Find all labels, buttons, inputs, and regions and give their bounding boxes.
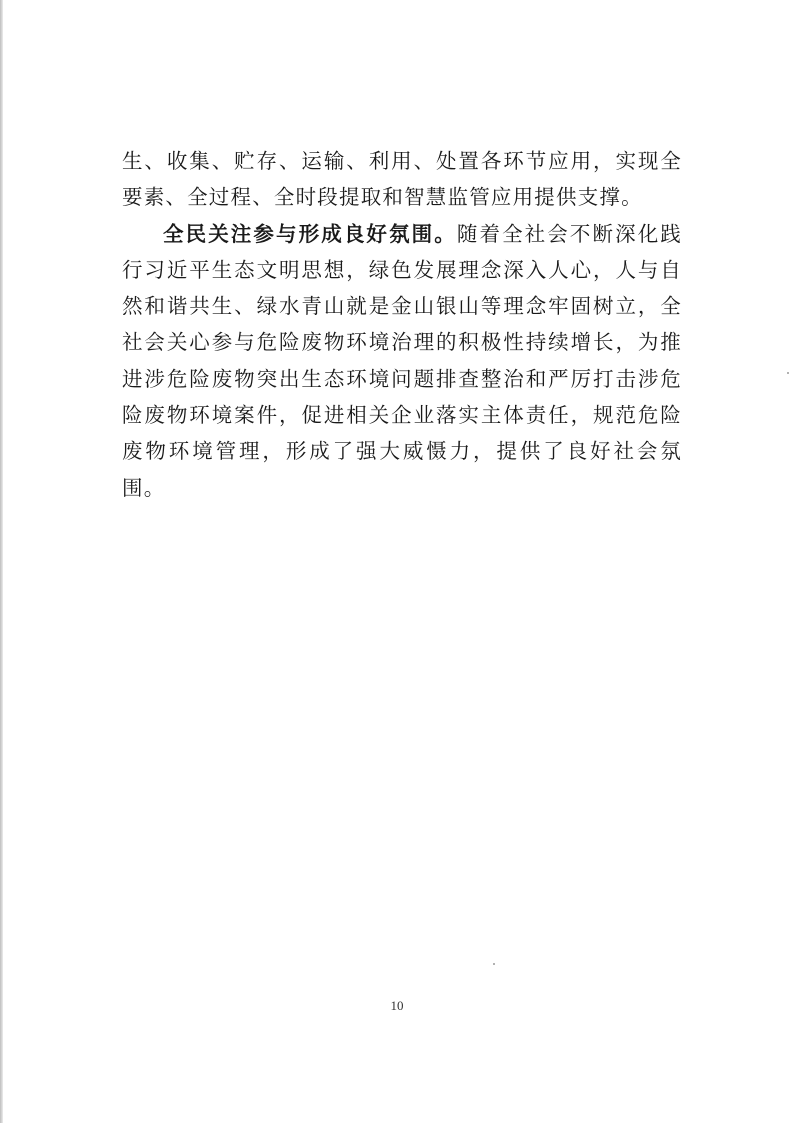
page-edge xyxy=(0,0,3,1123)
scan-speck xyxy=(493,963,495,965)
paragraph-heading: 全民关注参与形成良好氛围。 xyxy=(163,221,457,246)
paragraph-1-text: 生、收集、贮存、运输、利用、处置各环节应用，实现全要素、全过程、全时段提取和智慧监管应用提供支撑。 xyxy=(122,149,682,210)
paragraph-public-participation xyxy=(122,216,682,506)
page-number: 10 xyxy=(390,998,404,1013)
body-text xyxy=(122,143,682,506)
paragraph-continued xyxy=(122,143,682,216)
scan-speck xyxy=(787,372,789,374)
paragraph-2-text: 随着全社会不断深化践行习近平生态文明思想，绿色发展理念深入人心，人与自然和谐共生、绿水青山就是金山银山等理念牢固树立，全社会关心参与危险废物环境治理的积极性持续增长，为推进涉危险废物突出生态环境问题排查整治和严厉打击涉危险废物环境案件，促进相关企业落实主体责任，规范危险废物环境管理，形成了强大威慑力，提供了良好社会氛围。 xyxy=(122,221,682,500)
